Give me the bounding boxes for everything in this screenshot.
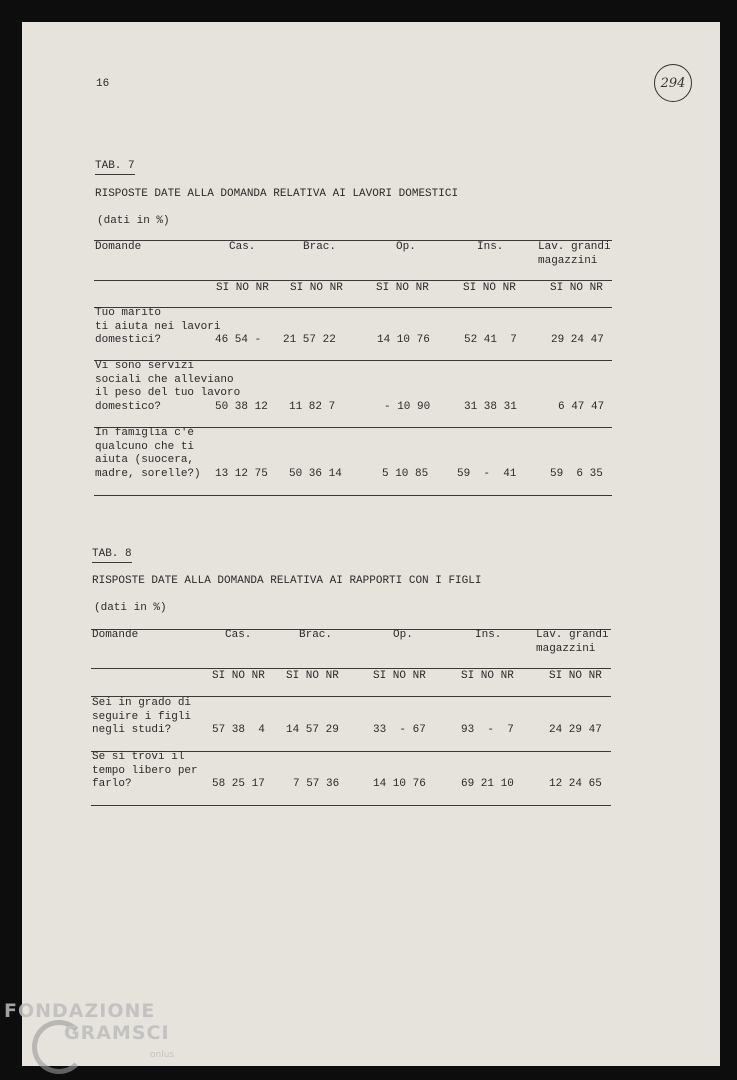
value-op: 14 10 76 — [377, 334, 430, 346]
value-cas: 50 38 12 — [215, 401, 268, 413]
value-brac: 21 57 22 — [283, 334, 336, 346]
rule — [91, 805, 611, 806]
subheader-lav: SI NO NR — [550, 282, 603, 294]
value-ins: 52 41 7 — [464, 334, 517, 346]
value-brac: 7 57 36 — [293, 778, 340, 790]
value-op: 33 - 67 — [373, 724, 426, 736]
header-brac: Brac. — [303, 241, 337, 253]
header-op: Op. — [396, 241, 416, 253]
rule — [91, 668, 611, 669]
subheader-op: SI NO NR — [373, 670, 426, 682]
page-number: 16 — [96, 78, 110, 90]
header-cas: Cas. — [229, 241, 256, 253]
watermark-line-1: FONDAZIONE — [4, 1000, 156, 1022]
value-op: - 10 90 — [384, 401, 431, 413]
rule — [94, 495, 612, 496]
table-title: RISPOSTE DATE ALLA DOMANDA RELATIVA AI RAPPORTI CON I FIGLI — [92, 575, 482, 587]
rule — [94, 280, 612, 281]
subheader-ins: SI NO NR — [463, 282, 516, 294]
watermark-line-3: onlus — [150, 1050, 175, 1060]
subheader-cas: SI NO NR — [212, 670, 265, 682]
subheader-lav: SI NO NR — [549, 670, 602, 682]
question: In famiglia c'è qualcuno che ti aiuta (suocera, madre, sorelle?) — [95, 427, 201, 480]
header-lav-2: magazzini — [536, 643, 596, 655]
subheader-op: SI NO NR — [376, 282, 429, 294]
question: Sei in grado di seguire i figli negli studi? — [92, 697, 192, 736]
header-ins: Ins. — [475, 629, 502, 641]
value-lav: 59 6 35 — [550, 468, 603, 480]
subheader-cas: SI NO NR — [216, 282, 269, 294]
value-ins: 93 - 7 — [461, 724, 514, 736]
subheader-ins: SI NO NR — [461, 670, 514, 682]
value-cas: 58 25 17 — [212, 778, 265, 790]
question: Tuo marito ti aiuta nei lavori domestici? — [95, 307, 221, 346]
watermark-line-2: GRAMSCI — [64, 1022, 170, 1044]
subheader-brac: SI NO NR — [286, 670, 339, 682]
table-unit: (dati in %) — [94, 602, 167, 614]
header-ins: Ins. — [477, 241, 504, 253]
value-cas: 46 54 - — [215, 334, 262, 346]
value-ins: 31 38 31 — [464, 401, 517, 413]
value-brac: 11 82 7 — [289, 401, 336, 413]
question: Vi sono servizi sociali che alleviano il peso del tuo lavoro domestico? — [95, 360, 241, 413]
table-label: TAB. 8 — [92, 548, 132, 563]
header-lav-2: magazzini — [538, 255, 598, 267]
value-op: 5 10 85 — [382, 468, 429, 480]
header-op: Op. — [393, 629, 413, 641]
value-brac: 50 36 14 — [289, 468, 342, 480]
header-lav: Lav. grandi — [536, 629, 609, 641]
header-domande: Domande — [95, 241, 142, 253]
header-lav: Lav. grandi — [538, 241, 611, 253]
document-page — [22, 22, 720, 1066]
value-cas: 13 12 75 — [215, 468, 268, 480]
value-brac: 14 57 29 — [286, 724, 339, 736]
archive-number-stamp: 294 — [654, 64, 692, 102]
rule — [91, 629, 611, 630]
header-domande: Domande — [92, 629, 139, 641]
question: Se sì trovi il tempo libero per farlo? — [92, 751, 198, 790]
value-op: 14 10 76 — [373, 778, 426, 790]
value-lav: 29 24 47 — [551, 334, 604, 346]
value-lav: 12 24 65 — [549, 778, 602, 790]
header-brac: Brac. — [299, 629, 333, 641]
value-lav: 6 47 47 — [558, 401, 605, 413]
table-title: RISPOSTE DATE ALLA DOMANDA RELATIVA AI LAVORI DOMESTICI — [95, 188, 459, 200]
table-unit: (dati in %) — [97, 215, 170, 227]
value-cas: 57 38 4 — [212, 724, 265, 736]
header-cas: Cas. — [225, 629, 252, 641]
value-lav: 24 29 47 — [549, 724, 602, 736]
subheader-brac: SI NO NR — [290, 282, 343, 294]
value-ins: 69 21 10 — [461, 778, 514, 790]
table-label: TAB. 7 — [95, 160, 135, 175]
value-ins: 59 - 41 — [457, 468, 517, 480]
rule — [94, 240, 612, 241]
